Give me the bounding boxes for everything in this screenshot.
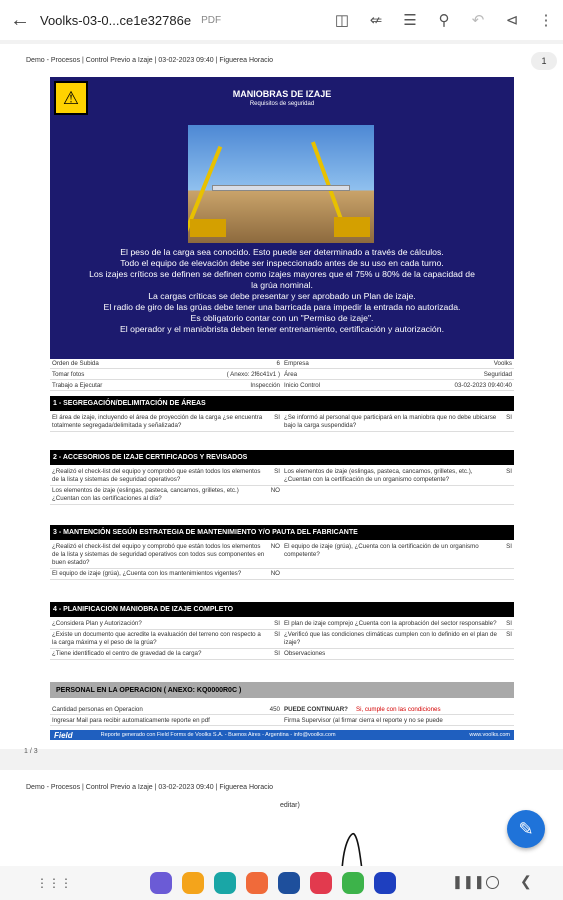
question-row (50, 649, 514, 660)
info-label: Tomar fotos (52, 370, 85, 378)
page-number-badge: 1 (531, 52, 557, 70)
question-text: El área de izaje, incluyendo el área de proyección de la carga ¿se encuentra totalmente segregada/delimitada y señalizada? (52, 414, 263, 429)
personal-section-bar: PERSONAL EN LA OPERACION ( ANEXO: KQ0000R0C ) (50, 682, 514, 698)
crane-photo (188, 125, 374, 243)
answer-value: SI (274, 650, 280, 657)
question-text: El equipo de izaje (grúa), ¿Cuenta con la certificación de un organismo competente? (284, 543, 479, 558)
text-icon[interactable]: ⇍ (369, 12, 383, 29)
puede-continuar-value: Si, cumple con las condiciones (355, 705, 441, 713)
question-row (50, 569, 514, 580)
app-1-icon[interactable] (150, 872, 172, 894)
answer-value (498, 570, 512, 578)
info-row (50, 380, 514, 391)
question-row (50, 467, 514, 486)
answer-value: NO (270, 570, 280, 577)
more-icon[interactable]: ⋮ (538, 12, 554, 29)
system-nav-bar (0, 866, 563, 900)
gesture-stroke (338, 830, 368, 870)
footer-text: Reporte generado con Field Forms de Voolks S.A. - Buenos Aires - Argentina - info@voolks.com (100, 732, 336, 738)
section-questions (50, 542, 514, 580)
document-title: Voolks-03-0...ce1e32786e (40, 12, 192, 28)
section-header: 2 - ACCESORIOS DE IZAJE CERTIFICADOS Y REVISADOS (50, 450, 514, 465)
section-header: 1 - SEGREGACIÓN/DELIMITACIÓN DE ÁREAS (50, 396, 514, 411)
question-row (50, 630, 514, 649)
app-6-icon[interactable] (310, 872, 332, 894)
back-arrow-icon[interactable]: ← (10, 8, 30, 31)
question-row (50, 486, 514, 505)
section-header: 3 - MANTENCIÓN SEGÚN ESTRATEGIA DE MANTENIMIENTO Y/O PAUTA DEL FABRICANTE (50, 525, 514, 540)
question-row (50, 413, 514, 432)
question-text: Los elementos de izaje (eslingas, pasteca, cancamos, grilletes, etc.), ¿Cuentan con la certificación de un organismo competente? (284, 468, 473, 483)
question-text (284, 570, 498, 578)
info-value: Inspección (250, 381, 280, 389)
home-icon[interactable] (486, 876, 499, 889)
banner-line: La cargas críticas se debe presentar y ser aprobado un Plan de izaje. (148, 291, 416, 301)
question-text: ¿Tiene identificado el centro de gravedad de la carga? (52, 650, 202, 657)
firma-label: Firma Supervisor (al firmar cierra el reporte y no se puede (284, 716, 443, 724)
question-text (284, 487, 498, 503)
section-questions (50, 413, 514, 432)
back-icon[interactable]: ❮ (520, 873, 532, 889)
section-questions (50, 619, 514, 660)
answer-value: SI (506, 620, 512, 627)
cantidad-label: Cantidad personas en Operacion (52, 705, 143, 713)
section-questions (50, 467, 514, 505)
banner-line: El radio de giro de las grúas debe tener una barricada para impedir la entrada no autorizada. (103, 302, 461, 312)
answer-value: SI (274, 468, 280, 475)
answer-value: SI (274, 631, 280, 638)
file-type-label: PDF (201, 14, 222, 26)
banner-title: MANIOBRAS DE IZAJE (232, 89, 332, 99)
answer-value: SI (506, 543, 512, 550)
puede-continuar-label: PUEDE CONTINUAR? (284, 705, 348, 713)
info-value: 03-02-2023 09:40:40 (454, 381, 512, 389)
question-text: ¿Existe un documento que acredite la evaluación del terreno con respecto a la carga máxima y el peso de la grúa? (52, 631, 261, 646)
question-text: ¿Realizó el check-list del equipo y comprobó que están todos los elementos de la lista y sistemas de seguridad operativos? (52, 468, 261, 483)
banner-line: la grúa nominal. (251, 280, 313, 290)
info-row (50, 369, 514, 380)
warning-sign-icon: ⚠ (54, 81, 88, 115)
cantidad-value: 450 (269, 705, 280, 713)
app-2-icon[interactable] (182, 872, 204, 894)
banner-requirements (54, 247, 510, 335)
mail-label: Ingresar Mail para recibir automaticamente reporte en pdf (52, 716, 210, 724)
app-3-icon[interactable] (214, 872, 236, 894)
info-label: Área (284, 370, 298, 378)
question-text: ¿Verificó que las condiciones climáticas cumplen con lo definido en el plan de izaje? (284, 631, 497, 646)
answer-value (498, 487, 512, 503)
question-text: El plan de izaje comprejo ¿Cuenta con la aprobación del sector responsable? (284, 620, 497, 627)
question-text: Observaciones (284, 650, 326, 657)
dock-apps (150, 872, 396, 894)
report-footer (50, 730, 514, 740)
info-label: Empresa (284, 359, 309, 367)
pdf-viewer[interactable] (0, 40, 563, 866)
list-icon[interactable]: ☰ (403, 12, 417, 29)
question-text: El equipo de izaje (grúa), ¿Cuenta con los mantenimientos vigentes? (52, 570, 242, 577)
reader-mode-icon[interactable]: ◫ (334, 12, 350, 29)
info-value: Seguridad (483, 370, 512, 378)
page-count: 1 / 3 (24, 748, 38, 755)
info-value: Voolks (493, 359, 512, 367)
info-table (50, 358, 514, 391)
banner-line: El peso de la carga sea conocido. Esto puede ser determinado a través de cálculos. (120, 247, 444, 257)
pdf-page-1 (0, 44, 563, 755)
question-text: Los elementos de izaje (eslingas, pasteca, cancamos, grilletes, etc.) ¿Cuentan con las certificaciones al día? (52, 487, 239, 502)
question-text: ¿Considera Plan y Autorización? (52, 620, 142, 627)
question-row (50, 619, 514, 630)
info-label: Inicio Control (284, 381, 321, 389)
operation-rows (50, 704, 514, 726)
banner-subtitle: Requisitos de seguridad (249, 101, 315, 107)
answer-value: SI (506, 468, 512, 475)
banner-line: Todo el equipo de elevación debe ser inspeccionado antes de su uso en cada turno. (120, 258, 444, 268)
answer-value: SI (506, 631, 512, 638)
undo-icon[interactable]: ↶ (471, 12, 485, 29)
app-7-icon[interactable] (342, 872, 364, 894)
question-text: ¿Se informó al personal que participará en la maniobra que no debe ubicarse bajo la carga suspendida? (284, 414, 497, 429)
app-8-icon[interactable] (374, 872, 396, 894)
page-header: Demo - Procesos | Control Previo a Izaje | 03-02-2023 09:40 | Figuerea Horacio (26, 784, 274, 791)
app-4-icon[interactable] (246, 872, 268, 894)
info-label: Orden de Subida (52, 359, 99, 367)
page-text: editar) (280, 802, 300, 809)
edit-pencil-icon[interactable]: ✎ (507, 810, 545, 848)
recents-icon[interactable]: ❚❚❚ (452, 874, 485, 889)
answer-value: SI (274, 620, 280, 627)
app-5-icon[interactable] (278, 872, 300, 894)
info-value: 6 (276, 359, 280, 367)
footer-site-link[interactable]: www.voolks.com (469, 732, 510, 738)
app-bar (0, 0, 563, 40)
search-icon[interactable]: ⚲ (438, 12, 450, 29)
answer-value: NO (270, 543, 280, 550)
answer-value: SI (506, 414, 512, 421)
info-row (50, 358, 514, 369)
answer-value (498, 650, 512, 658)
operation-row (50, 715, 514, 726)
share-icon[interactable]: ⊲ (505, 12, 519, 29)
pdf-page-2 (0, 770, 563, 866)
answer-value: SI (274, 414, 280, 421)
banner-line: Los izajes críticos se definen se definen como izajes mayores que el 75% u 80% de la capacidad de (89, 269, 475, 279)
page-header: Demo - Procesos | Control Previo a Izaje | 03-02-2023 09:40 | Figuerea Horacio (26, 57, 274, 64)
app-drawer-icon[interactable]: ⋮⋮⋮ (36, 876, 72, 890)
safety-banner (50, 77, 514, 359)
question-row (50, 542, 514, 569)
info-label: Trabajo a Ejecutar (52, 381, 103, 389)
question-text: ¿Realizó el check-list del equipo y comprobó que están todos los elementos de la lista y sistemas de seguridad operativos con todos sus componentes en buen estado? (52, 543, 265, 566)
operation-row (50, 704, 514, 715)
banner-line: El operador y el maniobrista deben tener entrenamiento, certificación y autorización. (119, 324, 445, 334)
banner-line: Es obligatorio contar con un "Permiso de izaje". (190, 313, 374, 323)
info-value: ( Anexo: 2f6c41v1 ) (226, 370, 280, 378)
section-header: 4 - PLANIFICACION MANIOBRA DE IZAJE COMPLETO (50, 602, 514, 617)
answer-value: NO (270, 487, 280, 494)
field-logo: Field (54, 730, 73, 740)
